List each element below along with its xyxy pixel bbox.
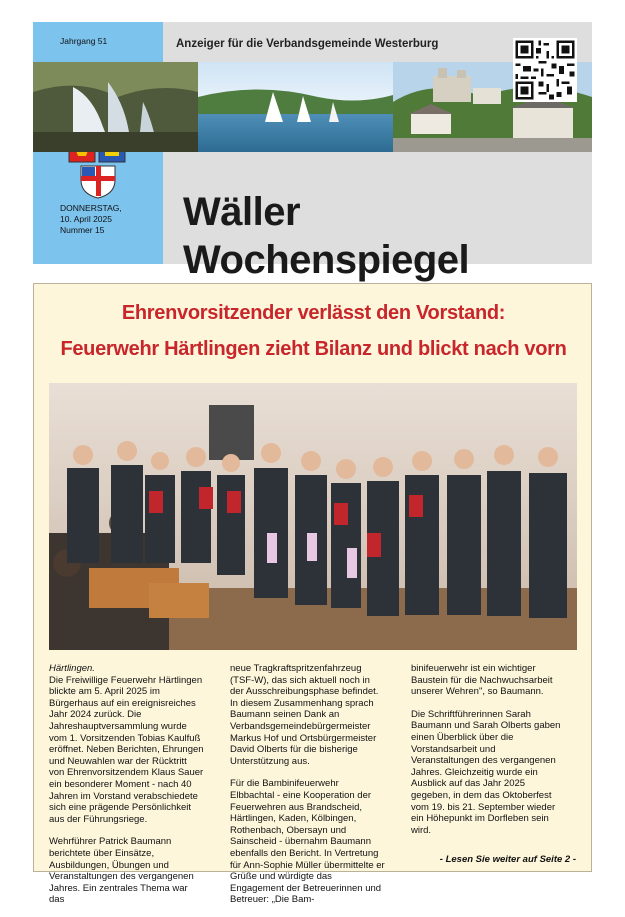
headline-line2: Feuerwehr Härtlingen zieht Bilanz und blickt nach vorn	[60, 338, 567, 360]
qr-code-icon[interactable]	[513, 38, 577, 102]
issue-number: Nummer 15	[60, 225, 105, 235]
article	[33, 283, 592, 906]
landscape-photo-strip	[33, 62, 592, 152]
masthead-subtitle: Anzeiger für die Verbandsgemeinde Westerburg	[176, 38, 439, 50]
newspaper-title-line1: Wäller	[183, 190, 301, 234]
article-column-3	[411, 663, 566, 847]
article-column-1	[49, 663, 204, 917]
column3-paragraph1: binifeuerwehr ist ein wichtiger Baustein für die Nachwuchsarbeit unserer Wehren", so Baumann.	[411, 663, 553, 698]
volume-label: Jahrgang 51	[60, 36, 108, 46]
column1-paragraph2: Wehrführer Patrick Baumann berichtete über Einsätze, Ausbildungen, Übungen und Veranstaltungen des vergangenen Jahres. Ein zentrales Thema war das	[49, 836, 194, 906]
dateline: Härtlingen.	[49, 663, 95, 674]
date-block	[60, 203, 122, 236]
column1-paragraph1: Die Freiwillige Feuerwehr Härtlingen blickte am 5. April 2025 im Bürgerhaus auf ein ereignisreiches Jahr 2024 zurück. Die Jahreshauptversammlung wurde vom 1. Vorsitzenden Tobias Kaulfuß eröffnet. Neben Berichten, Ehrungen und Neuwahlen war der Rücktritt von Ehrenvorsitzendem Klaus Sauer ein besonderer Moment - nach 40 Jahren im Vorstand verabschiedete sich eine prägende Persönlichkeit aus der Führungsriege.	[49, 674, 204, 825]
masthead	[33, 22, 592, 282]
column2-paragraph1: neue Tragkraftspritzenfahrzeug (TSF-W), das sich aktuell noch in der Ausschreibungsphase befindet. In diesem Zusammenhang sprach Baumann seinen Dank an Verbandsgemeindebürgermeister Markus Hof und Ortsbürgermeister David Olberts für die bisherige Unterstützung aus.	[230, 663, 379, 767]
continued-link[interactable]: - Lesen Sie weiter auf Seite 2 -	[439, 854, 576, 865]
column3-paragraph2: Die Schriftführerinnen Sarah Baumann und Sarah Olberts gaben einen Überblick über die Vorstandsarbeit und Veranstaltungen des vergangenen Jahres. Gleichzeitig wurde ein Ausblick auf das Jahr 2025 gegeben, in dem das Oktoberfest vom 19. bis 21. September wieder ein Höhepunkt im Dorfleben sein wird.	[411, 708, 561, 836]
headline-line1: Ehrenvorsitzender verlässt den Vorstand:	[121, 302, 506, 324]
article-column-2	[230, 663, 385, 917]
group-photo	[49, 383, 577, 650]
weekday: DONNERSTAG,	[60, 203, 122, 213]
column2-paragraph2: Für die Bambinifeuerwehr Elbbachtal - eine Kooperation der Feuerwehren aus Brandscheid, Härtlingen, Kaden, Kölbingen, Rothenbach, Obersayn und Sainscheid - übernahm Baumann ebenfalls den Bericht. In Vertretung für Ann-Sophie Müller übermittelte er Grüße und würdigte das Engagement der Betreuerinnen und Betreuer: „Die Bam-	[230, 778, 385, 906]
newspaper-title-line2: Wochenspiegel	[183, 238, 470, 282]
issue-date: 10. April 2025	[60, 214, 112, 224]
